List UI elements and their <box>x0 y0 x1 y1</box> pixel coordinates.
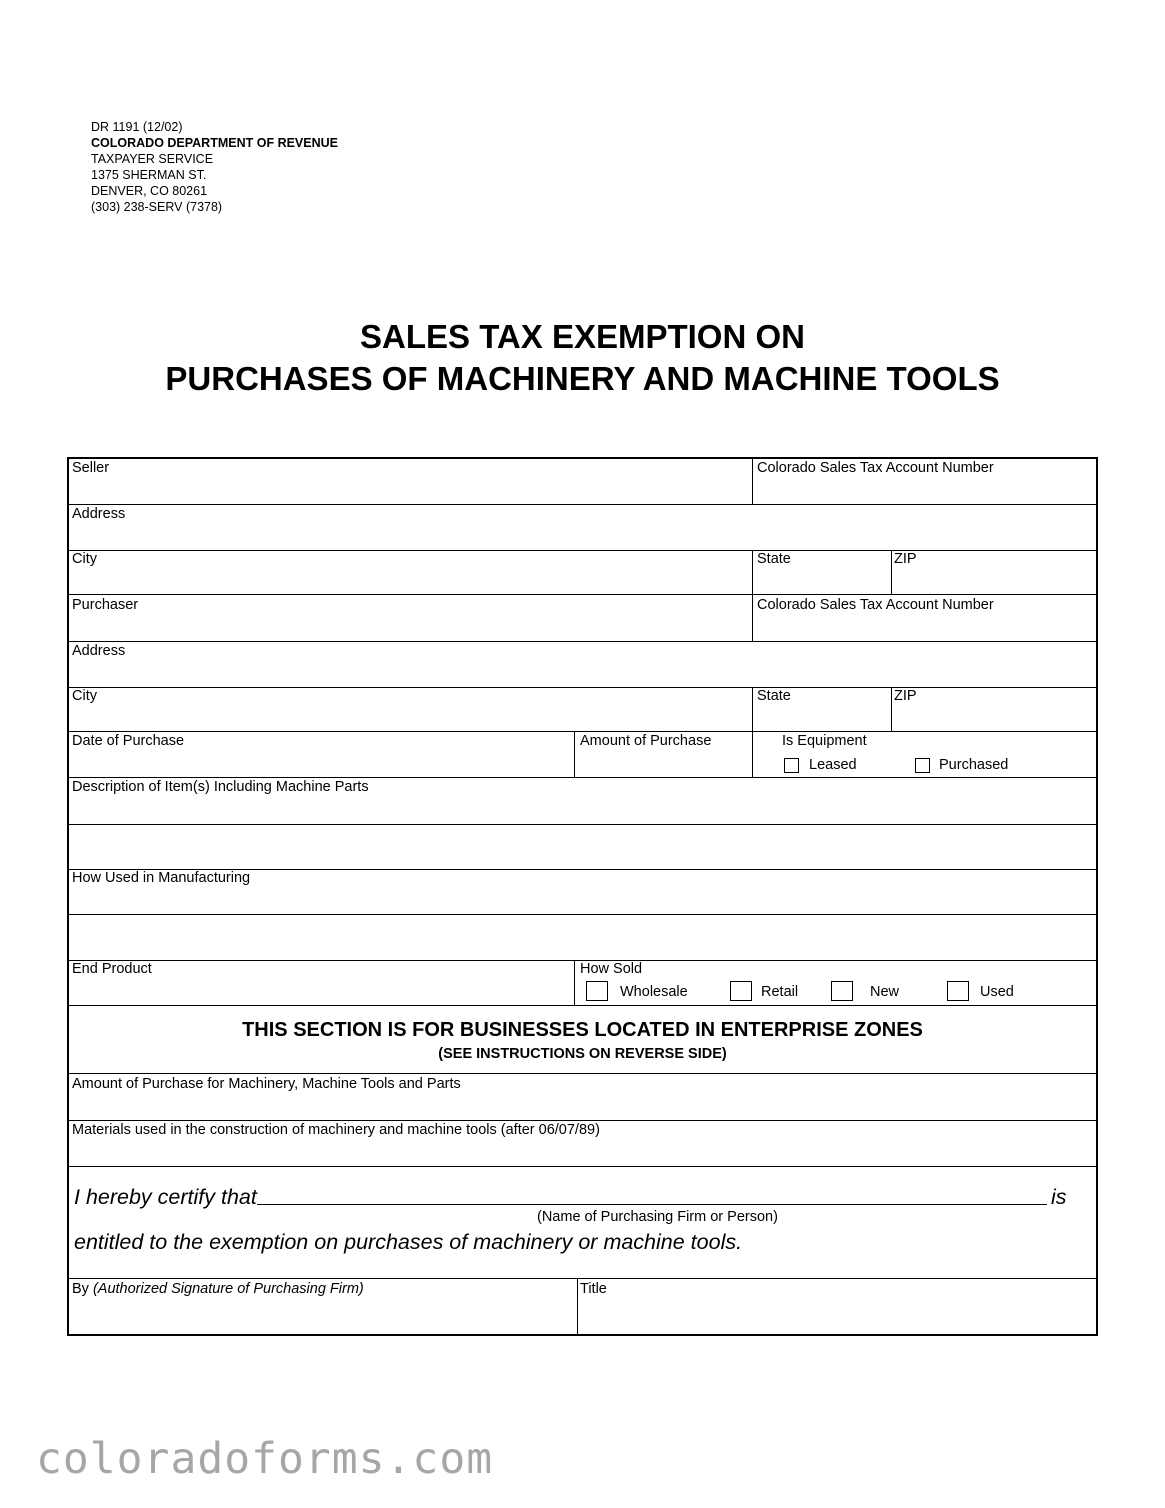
form-title <box>0 316 1165 400</box>
col-divider <box>752 594 753 641</box>
col-divider <box>752 459 753 504</box>
purchaser-city-field[interactable]: City <box>72 688 97 704</box>
how-sold-label: How Sold <box>580 961 643 977</box>
col-divider <box>574 731 575 777</box>
exemption-form <box>67 457 1098 1336</box>
new-label: New <box>870 984 900 1000</box>
form-title-line-2: PURCHASES OF MACHINERY AND MACHINE TOOLS <box>165 360 1000 397</box>
agency-header <box>91 119 338 215</box>
row-divider <box>69 687 1096 688</box>
city-state-zip: DENVER, CO 80261 <box>91 184 208 198</box>
seller-state-field[interactable]: State <box>757 551 791 567</box>
street-address: 1375 SHERMAN ST. <box>91 168 207 182</box>
watermark-logo: coloradoforms.com <box>36 1434 494 1484</box>
wholesale-checkbox[interactable] <box>586 981 608 1001</box>
col-divider <box>752 687 753 731</box>
purchased-checkbox[interactable] <box>915 758 930 773</box>
enterprise-zone-heading: THIS SECTION IS FOR BUSINESSES LOCATED IN ENTERPRISE ZONES <box>242 1019 923 1041</box>
purchaser-state-field[interactable]: State <box>757 688 791 704</box>
row-divider <box>69 1073 1096 1074</box>
certify-prefix: I hereby certify that <box>74 1185 257 1209</box>
signature-field[interactable] <box>72 1281 364 1298</box>
row-divider <box>69 914 1096 915</box>
col-divider <box>891 550 892 594</box>
row-divider <box>69 1278 1096 1279</box>
how-used-field[interactable]: How Used in Manufacturing <box>72 870 251 886</box>
seller-account-number-field[interactable]: Colorado Sales Tax Account Number <box>757 460 994 476</box>
purchased-label: Purchased <box>939 757 1009 773</box>
enterprise-materials-field[interactable]: Materials used in the construction of machinery and machine tools (after 06/07/89) <box>72 1122 600 1138</box>
seller-field[interactable]: Seller <box>72 460 110 476</box>
col-divider <box>891 687 892 731</box>
used-checkbox[interactable] <box>947 981 969 1001</box>
col-divider <box>752 731 753 777</box>
row-divider <box>69 731 1096 732</box>
signature-caption: (Authorized Signature of Purchasing Firm) <box>92 1281 364 1297</box>
amount-of-purchase-field[interactable]: Amount of Purchase <box>580 733 712 749</box>
row-divider <box>69 550 1096 551</box>
col-divider <box>752 550 753 594</box>
purchaser-address-field[interactable]: Address <box>72 643 126 659</box>
certify-suffix: is <box>1051 1185 1067 1209</box>
retail-label: Retail <box>761 984 799 1000</box>
row-divider <box>69 1120 1096 1121</box>
col-divider <box>577 1278 578 1336</box>
row-divider <box>69 594 1096 595</box>
enterprise-zone-subheading: (SEE INSTRUCTIONS ON REVERSE SIDE) <box>438 1046 727 1062</box>
new-checkbox[interactable] <box>831 981 853 1001</box>
used-label: Used <box>980 984 1014 1000</box>
description-field[interactable]: Description of Item(s) Including Machine Parts <box>72 779 369 795</box>
department-name: COLORADO DEPARTMENT OF REVENUE <box>91 136 338 150</box>
purchaser-field[interactable]: Purchaser <box>72 597 139 613</box>
row-divider <box>69 777 1096 778</box>
leased-label: Leased <box>809 757 857 773</box>
retail-checkbox[interactable] <box>730 981 752 1001</box>
wholesale-label: Wholesale <box>620 984 688 1000</box>
purchaser-zip-field[interactable]: ZIP <box>894 688 917 704</box>
phone-number: (303) 238-SERV (7378) <box>91 200 223 214</box>
form-number: DR 1191 (12/02) <box>91 120 183 134</box>
seller-city-field[interactable]: City <box>72 551 97 567</box>
seller-zip-field[interactable]: ZIP <box>894 551 917 567</box>
row-divider <box>69 1005 1096 1006</box>
purchaser-account-number-field[interactable]: Colorado Sales Tax Account Number <box>757 597 994 613</box>
leased-checkbox[interactable] <box>784 758 799 773</box>
enterprise-amount-field[interactable]: Amount of Purchase for Machinery, Machine Tools and Parts <box>72 1076 461 1092</box>
row-divider <box>69 504 1096 505</box>
is-equipment-label: Is Equipment <box>782 733 867 749</box>
end-product-field[interactable]: End Product <box>72 961 152 977</box>
name-caption: (Name of Purchasing Firm or Person) <box>537 1209 778 1225</box>
date-of-purchase-field[interactable]: Date of Purchase <box>72 733 185 749</box>
certify-statement: entitled to the exemption on purchases of machinery or machine tools. <box>74 1230 743 1254</box>
title-field[interactable]: Title <box>580 1281 607 1297</box>
service-name: TAXPAYER SERVICE <box>91 152 214 166</box>
by-label: By <box>72 1281 89 1297</box>
row-divider <box>69 1166 1096 1167</box>
row-divider <box>69 824 1096 825</box>
purchasing-firm-name-line[interactable] <box>257 1204 1047 1205</box>
row-divider <box>69 641 1096 642</box>
col-divider <box>574 960 575 1005</box>
form-title-line-1: SALES TAX EXEMPTION ON <box>360 318 805 355</box>
seller-address-field[interactable]: Address <box>72 506 126 522</box>
